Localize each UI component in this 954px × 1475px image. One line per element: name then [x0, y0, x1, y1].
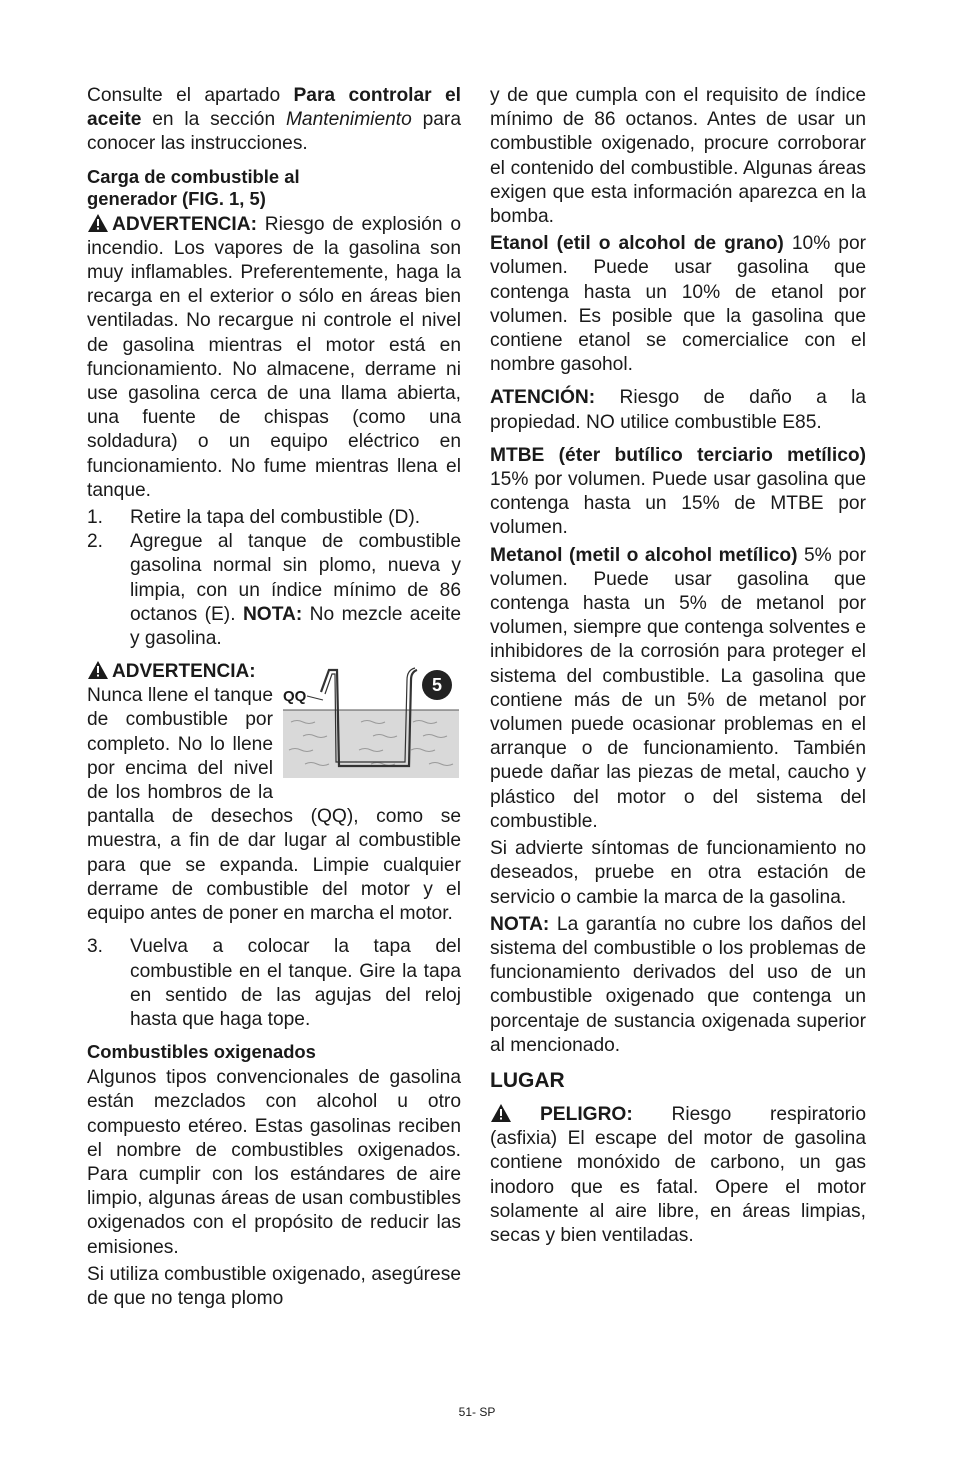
- warning-triangle-icon: [87, 660, 109, 680]
- fuel-heading: Carga de combustible al generador (FIG. 1, 5): [87, 165, 300, 209]
- lugar-heading: LUGAR: [490, 1068, 565, 1092]
- mtbe-paragraph: MTBE (éter butílico terciario metílico) 15% por volumen. Puede usar gasolina que contenga hasta un 15% de MTBE por volumen.: [490, 444, 866, 539]
- warning-explosion-paragraph: ADVERTENCIA: Riesgo de explosión o incendio. Los vapores de la gasolina son muy inflamables. Preferentemente, haga la recarga en el exterior o sólo en áreas bien ventiladas. No recargue ni controle el nivel de gasolina mientras el motor está en funcionamiento. No almacene, derrame ni use gasolina cerca de una llama abierta, una fuente de chispas (como una soldadura) o un equipo eléctrico en funcionamiento. No fume mientras llena el tanque.: [87, 213, 461, 501]
- methanol-paragraph: Metanol (metil o alcohol metílico) 5% por volumen. Puede usar gasolina que contenga hasta un 5% de metanol por volumen, siempre que contenga solventes e inhibidores de la corrosión para proteger el sistema del combustible. La gasolina que contiene más de un 5% de metanol por volumen puede ocasionar problemas en el arranque o de funcionamiento. También puede dañar las piezas de metal, caucho y plástico del motor o del sistema del combustible.: [490, 544, 866, 832]
- fuel-steps-list-a: [87, 506, 461, 651]
- list-item: 1. Retire la tapa del combustible (D).: [87, 507, 421, 529]
- overfill-warning-text: Nunca llene el tanque de combustible por completo. No lo llene por encima del nivel de los hombros de la pantalla de desechos (QQ), como se muestra, a fin de dar lugar al combustible para que se expanda. Limpie cualquier derrame de combustible del motor y el equipo antes de poner en marcha el motor.: [87, 685, 461, 925]
- figure-5: [283, 666, 461, 782]
- oil-reference-paragraph: Consulte el apartado Para controlar el aceite en la sección Mantenimiento para conocer las instrucciones.: [87, 85, 461, 155]
- warning-triangle-icon: [87, 213, 109, 233]
- list-item: 2. Agregue al tanque de combustible gasolina normal sin plomo, nueva y limpia, con un índice mínimo de 86 octanos (E). NOTA: No mezcle aceite y gasolina.: [87, 531, 461, 650]
- oxygenated-lead-paragraph: Si utiliza combustible oxigenado, asegúrese de que no tenga plomo: [87, 1263, 461, 1309]
- page-number: 51- SP: [458, 1405, 496, 1419]
- attention-paragraph: ATENCIÓN: Riesgo de daño a la propiedad. NO utilice combustible E85.: [490, 387, 866, 433]
- figure-number-badge: 5: [422, 670, 452, 700]
- oxygenated-paragraph: Algunos tipos convencionales de gasolina están mezclados con alcohol u otro compuesto etéreo. Estas gasolinas reciben el nombre de combustibles oxigenados. Para cumplir con los estándares de aire limpio, algunas áreas de usan combustibles oxigenados con el propósito de reducir las emisiones.: [87, 1067, 461, 1258]
- left-column: [87, 84, 461, 1311]
- ethanol-paragraph: Etanol (etil o alcohol de grano) 10% por volumen. Puede usar gasolina que contenga hasta un 10% de etanol por volumen. Es posible que la gasolina que contiene etanol se comercialice con el nombre gasohol.: [490, 233, 867, 376]
- fuel-steps-list-b: [87, 935, 461, 1032]
- octane-paragraph: y de que cumpla con el requisito de índice mínimo de 86 octanos. Antes de usar un combustible oxigenado, procure corroborar el contenido del combustible. Algunas áreas exigen que esta información aparezca en la bomba.: [490, 85, 866, 228]
- overfill-warning-title: ADVERTENCIA:: [87, 660, 461, 684]
- oxygenated-heading: Combustibles oxigenados: [87, 1041, 316, 1063]
- symptoms-paragraph: Si advierte síntomas de funcionamiento no deseados, pruebe en otra estación de servicio o cambie la marca de la gasolina.: [490, 838, 866, 908]
- right-column: [490, 84, 866, 1248]
- danger-paragraph: PELIGRO: Riesgo respiratorio (asfixia) El escape del motor de gasolina contiene monóxido de carbono, un gas inodoro que es fatal. Opere el motor solamente al aire libre, en áreas limpias, secas y bien ventiladas.: [490, 1103, 866, 1246]
- overfill-warning-block: [87, 660, 461, 926]
- warranty-note-paragraph: NOTA: La garantía no cubre los daños del sistema del combustible o los problemas de funcionamiento derivados del uso de un combustible oxigenado que contenga un porcentaje de sustancia oxigenada superior al mencionado.: [490, 913, 866, 1056]
- warning-triangle-icon: [490, 1103, 512, 1123]
- qq-label: QQ: [283, 688, 307, 706]
- list-item: 3. Vuelva a colocar la tapa del combustible en el tanque. Gire la tapa en sentido de las agujas del reloj hasta que haga tope.: [87, 936, 461, 1030]
